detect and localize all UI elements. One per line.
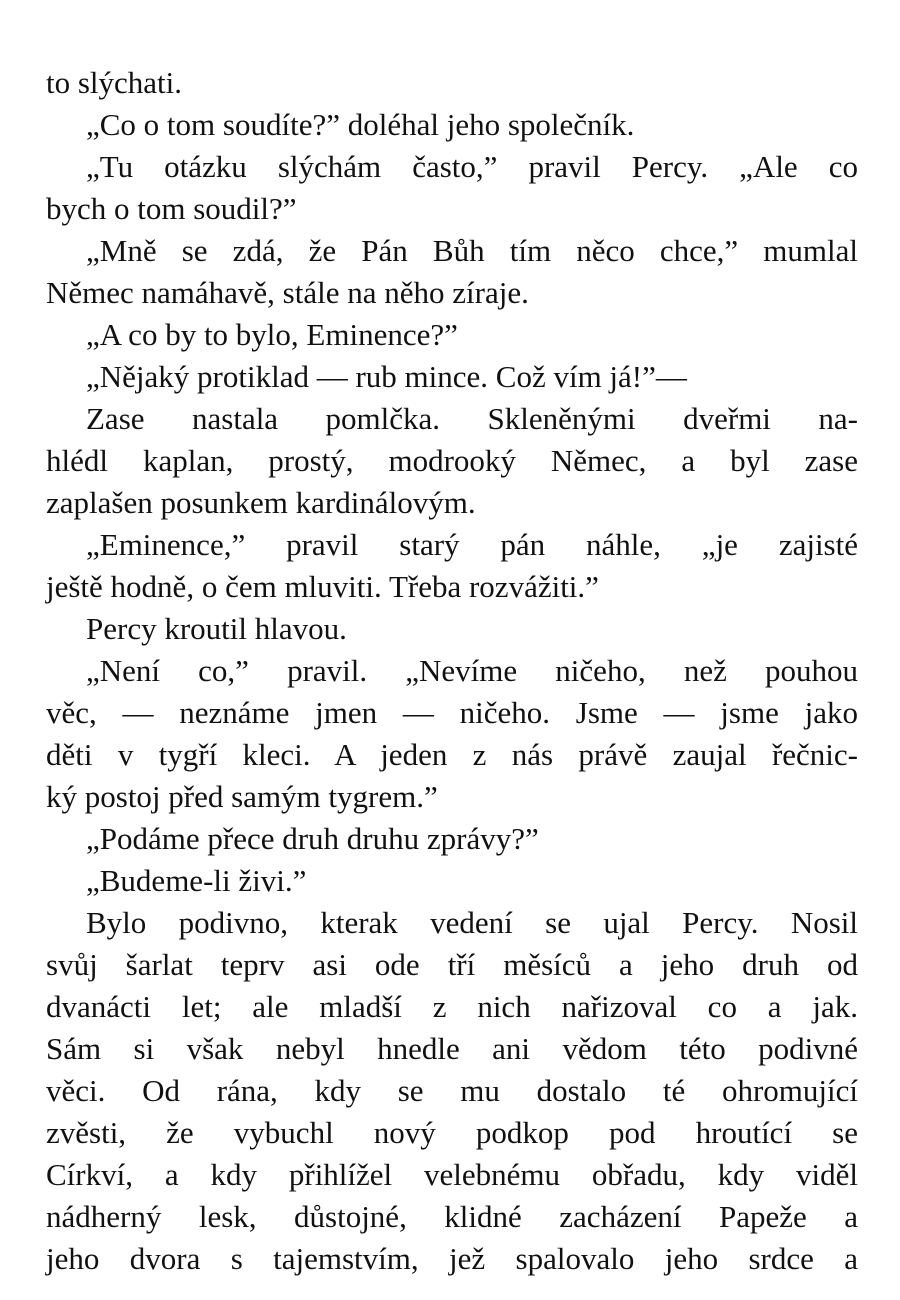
text-line: věc, — neznáme jmen — ničeho. Jsme — jsme jako xyxy=(46,695,858,730)
text-line: děti v tygří kleci. A jeden z nás právě zaujal řečnic- xyxy=(46,737,858,772)
text-line: Zase nastala pomlčka. Skleněnými dveřmi na- xyxy=(86,401,858,436)
text-line: dvanácti let; ale mladší z nich nařizoval co a jak. xyxy=(46,989,858,1024)
text-line: ještě hodně, o čem mluviti. Třeba rozvážiti.” xyxy=(46,569,599,604)
text-line: to slýchati. xyxy=(46,65,183,100)
text-line: Sám si však nebyl hnedle ani vědom této podivné xyxy=(46,1031,858,1066)
text-line: „Co o tom soudíte?” doléhal jeho společník. xyxy=(86,107,635,142)
text-line: „Eminence,” pravil starý pán náhle, „je zajisté xyxy=(86,527,858,562)
text-line: „Mně se zdá, že Pán Bůh tím něco chce,” mumlal xyxy=(86,233,858,268)
text-line: Němec namáhavě, stále na něho zíraje. xyxy=(46,275,529,310)
text-line: svůj šarlat teprv asi ode tří měsíců a jeho druh od xyxy=(46,947,858,982)
text-line: „Podáme přece druh druhu zprávy?” xyxy=(86,821,539,856)
text-line: „Není co,” pravil. „Nevíme ničeho, než pouhou xyxy=(86,653,858,688)
text-line: nádherný lesk, důstojné, klidné zacházení Papeže a xyxy=(46,1199,858,1234)
text-line: „Budeme-li živi.” xyxy=(86,863,307,898)
text-line: „Nějaký protiklad — rub mince. Což vím já!”— xyxy=(86,359,687,394)
text-line: zaplašen posunkem kardinálovým. xyxy=(46,485,476,520)
text-line: hlédl kaplan, prostý, modrooký Němec, a byl zase xyxy=(46,443,858,478)
body-text xyxy=(46,62,858,1280)
text-line: věci. Od rána, kdy se mu dostalo té ohromující xyxy=(46,1073,858,1108)
text-line: jeho dvora s tajemstvím, jež spalovalo jeho srdce a xyxy=(46,1241,858,1276)
text-line: Percy kroutil hlavou. xyxy=(86,611,347,646)
text-line: Bylo podivno, kterak vedení se ujal Percy. Nosil xyxy=(86,905,858,940)
text-line: zvěsti, že vybuchl nový podkop pod hroutící se xyxy=(46,1115,858,1150)
text-line: „Tu otázku slýchám často,” pravil Percy. „Ale co xyxy=(86,149,858,184)
text-line: ký postoj před samým tygrem.” xyxy=(46,779,438,814)
text-line: Církví, a kdy přihlížel velebnému obřadu, kdy viděl xyxy=(46,1157,858,1192)
text-line: „A co by to bylo, Eminence?” xyxy=(86,317,458,352)
text-line: bych o tom soudil?” xyxy=(46,191,297,226)
